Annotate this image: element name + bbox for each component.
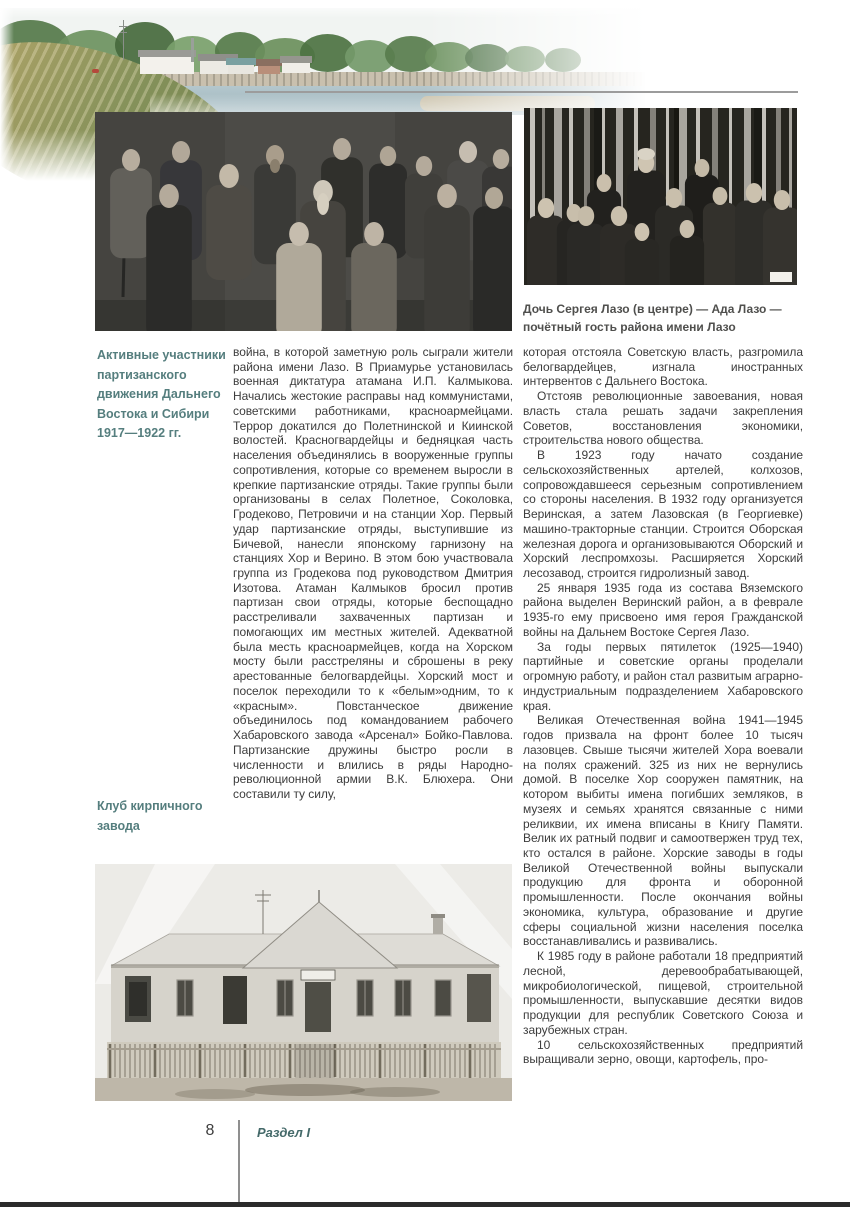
section-label: Раздел I: [257, 1125, 311, 1140]
header-chimney: [191, 38, 194, 62]
header-red-detail: [92, 69, 99, 73]
footer-bar: [0, 1202, 850, 1207]
footer-divider: [238, 1120, 240, 1203]
lazo-daughter-photo: [524, 108, 797, 285]
body-column-right: которая отстояла Советскую власть, разгромила белогвардейцев, изгнала иностранных интервентов с Дальнего Востока. Отстояв революционные завоевания, новая власть стала решать задачи закрепления Советов, восстановления экономики, строительства нового общества. В 1923 году начато создание сельскохозяйственных артелей, колхозов, сопровождавшееся серьезным сопротивлением со стороны населения. В 1932 году организуется Веринская, а затем Лазовская (в Георгиевке) машино-тракторные станции. Строится Оборская железная дорога и организовываются Оборский и Хорский леспромхозы. Расширяется Хорский лесозавод, строится гидролизный завод. 25 января 1935 года из состава Вяземского района выделен Веринский район, а в феврале 1935-го ему присвоено имя героя Гражданской войны на Дальнем Востоке Сергея Лазо. За годы первых пятилеток (1925—1940) партийные и советские органы проделали огромную работу, и район стал развитым аграрно-индустриальным подразделением Хабаровского края. Великая Отечественная война 1941—1945 годов призвала на фронт более 10 тысяч лазовцев. Свыше тысячи жителей Хора воевали на полях сражений. 325 из них не вернулись домой. В поселке Хор сооружен памятник, на котором выбиты имена погибших земляков, в музеях и семьях хранятся связанные с ними реликвии, их имена вписаны в Книгу Памяти. Велик их ратный подвиг и самоотвержен труд тех, кто остался в районе. Хорские заводы в годы Великой Отечественной войны выпускали продукцию для фронта и оборонной промышленности. После окончания войны экономика, культура, образование и другие сферы социальной жизни населения поселка восстанавливались и развивались. К 1985 году в районе работали 18 предприятий лесной, деревообрабатывающей, микробиологической, пищевой, строительной промышленности, выпускавшие десятки видов продукции для республик Советского Союза и зарубежных стран. 10 сельскохозяйственных предприятий выращивали зерно, овощи, картофель, про-: [523, 345, 803, 1067]
caption-lazo: Дочь Сергея Лазо (в центре) — Ада Лазо — почётный гость района имени Лазо: [523, 302, 782, 334]
body-column-left: война, в которой заметную роль сыграли жители района имени Лазо. В Приамурье установилась военная диктатура атамана И.П. Калмыкова. Начались жестокие расправы над коммунистами, советскими работниками, красноармейцами. Террор докатился до Полетнинской и Киинской волостей. Красногвардейцы и бедняцкая часть населения объединялись в вооруженные группы сопротивления, которые со временем выросли в крепкие партизанские отряды. Такие группы были организованы в селах Полетное, Соколовка, Гродеково, Петровичи и на станции Хор. Первый удар партизанские отряды, выступившие из Бичевой, нанесли японскому гарнизону на станциях Хор и Верино. В этом бою участвовала группа из Гродекова под руководством Дмитрия Изотова. Атаман Калмыков бросил против партизан свои отряды, которые беспощадно расстреливали захваченных партизан и помогающих им местных жителей. Адекватной была месть красноармейцев, когда на Хорском мосту были расстреляны и сброшены в реку арестованные белогвардейцы. Хорский мост и поселок переходили то к «белым»одним, то к «красным». Повстанческое движение объединилось под командованием рабочего Хабаровского завода «Арсенал» Бойко-Павлова. Партизанские дружины быстро росли в численности и влились в ряды Народно-революционной армии В.К. Блюхера. Они составили ту силу,: [233, 345, 513, 802]
page-number: 8: [205, 1122, 215, 1139]
caption-club: Клуб кирпичного завода: [97, 799, 203, 833]
partisans-group-photo: [95, 112, 512, 331]
header-antenna: [123, 20, 124, 60]
header-rule: [245, 91, 798, 93]
caption-partisans: Активные участники партизанского движения Дальнего Востока и Сибири 1917—1922 гг.: [97, 348, 226, 440]
brick-factory-club-photo: [95, 864, 512, 1101]
